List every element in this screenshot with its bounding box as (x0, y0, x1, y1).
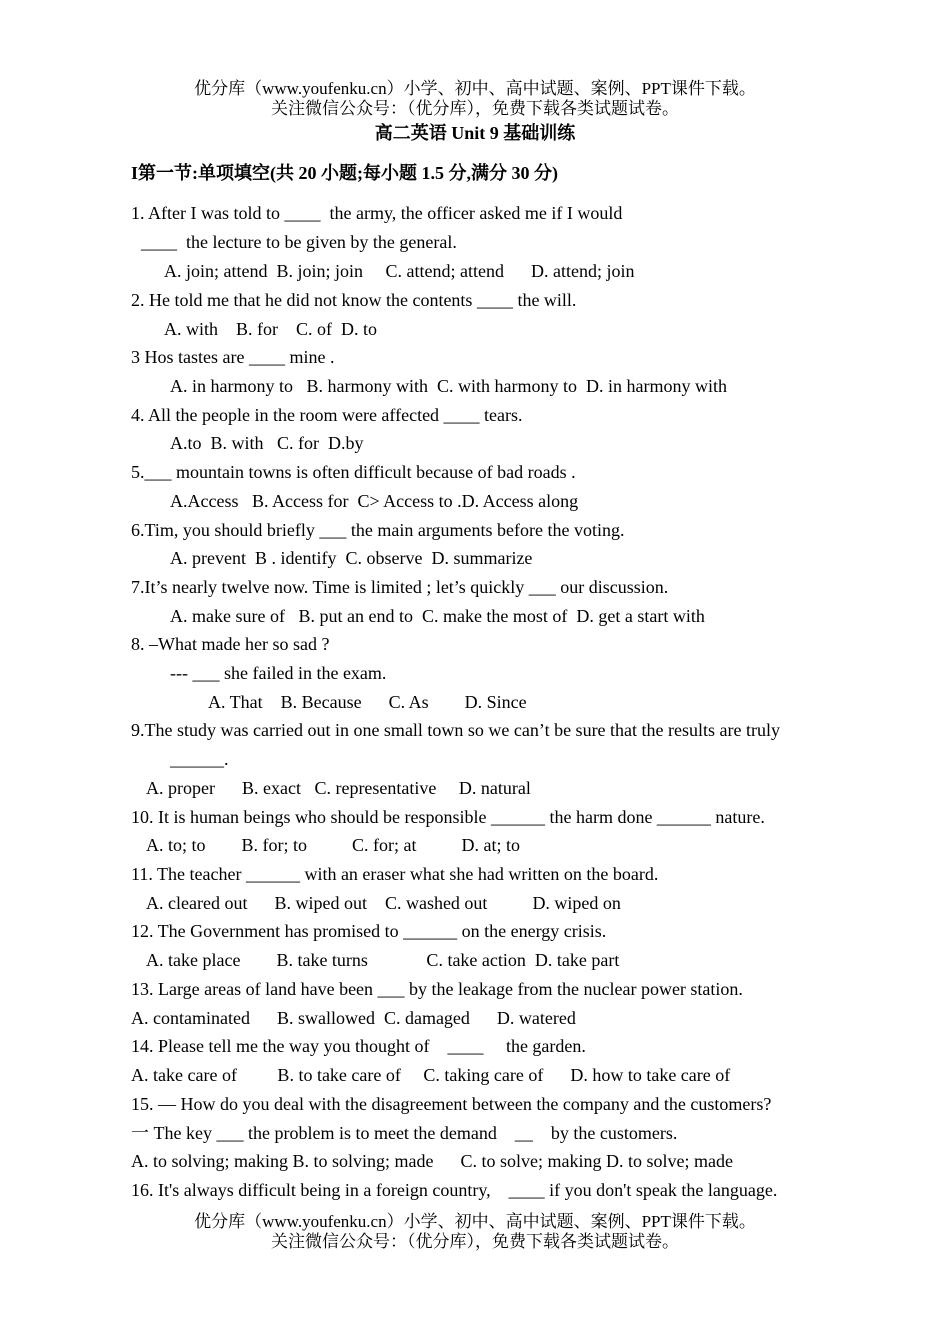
question-line: 10. It is human beings who should be responsible ______ the harm done ______ nature. (131, 807, 765, 827)
option-line: A. take care of B. to take care of C. taking care of D. how to take care of (131, 1065, 731, 1085)
option-line: A. with B. for C. of D. to (164, 319, 377, 339)
question-line: 5.___ mountain towns is often difficult because of bad roads . (131, 462, 576, 482)
question-line: 14. Please tell me the way you thought of ____ the garden. (131, 1036, 586, 1056)
question-line: ____ the lecture to be given by the general. (141, 232, 457, 252)
question-line: 13. Large areas of land have been ___ by the leakage from the nuclear power station. (131, 979, 743, 999)
question-line: 12. The Government has promised to ______ on the energy crisis. (131, 921, 607, 941)
option-line: A.to B. with C. for D.by (170, 433, 364, 453)
question-line: 2. He told me that he did not know the contents ____ the will. (131, 290, 577, 310)
option-line: A. That B. Because C. As D. Since (208, 692, 527, 712)
question-line: 1. After I was told to ____ the army, the officer asked me if I would (131, 203, 623, 223)
question-line: 11. The teacher ______ with an eraser what she had written on the board. (131, 864, 659, 884)
header-line-1: 优分库（www.youfenku.cn）小学、初中、高中试题、案例、PPT课件下载。 (194, 79, 756, 98)
option-line: A. in harmony to B. harmony with C. with harmony to D. in harmony with (170, 376, 727, 396)
option-line: A. contaminated B. swallowed C. damaged D. watered (131, 1008, 576, 1028)
header-line-2: 关注微信公众号：（优分库），免费下载各类试题试卷。 (271, 99, 679, 118)
option-line: A. to solving; making B. to solving; made C. to solve; making D. to solve; made (131, 1151, 733, 1171)
question-line: 一 The key ___ the problem is to meet the demand __ by the customers. (131, 1123, 678, 1143)
option-line: A.Access B. Access for C> Access to .D. Access along (170, 491, 579, 511)
question-line: 8. –What made her so sad ? (131, 634, 330, 654)
question-line: 4. All the people in the room were affected ____ tears. (131, 405, 523, 425)
question-line: 6.Tim, you should briefly ___ the main arguments before the voting. (131, 520, 625, 540)
option-line: A. join; attend B. join; join C. attend; attend D. attend; join (164, 261, 635, 281)
document-title: 高二英语 Unit 9 基础训练 (374, 123, 576, 143)
option-line: A. proper B. exact C. representative D. natural (146, 778, 531, 798)
option-line: A. take place B. take turns C. take action D. take part (146, 950, 620, 970)
option-line: A. prevent B . identify C. observe D. summarize (170, 548, 533, 568)
question-line: --- ___ she failed in the exam. (170, 663, 387, 683)
question-line: 7.It’s nearly twelve now. Time is limited ; let’s quickly ___ our discussion. (131, 577, 669, 597)
option-line: A. to; to B. for; to C. for; at D. at; to (146, 835, 520, 855)
question-line: ______. (170, 749, 229, 769)
option-line: A. make sure of B. put an end to C. make the most of D. get a start with (170, 606, 705, 626)
option-line: A. cleared out B. wiped out C. washed out D. wiped on (146, 893, 621, 913)
footer-line-2: 关注微信公众号：（优分库），免费下载各类试题试卷。 (271, 1232, 679, 1251)
footer-line-1: 优分库（www.youfenku.cn）小学、初中、高中试题、案例、PPT课件下载。 (194, 1212, 756, 1231)
question-line: 3 Hos tastes are ____ mine . (131, 347, 335, 367)
question-line: 9.The study was carried out in one small town so we can’t be sure that the results are truly (131, 720, 780, 740)
question-line: 16. It's always difficult being in a foreign country, ____ if you don't speak the language. (131, 1180, 778, 1200)
question-line: 15. — How do you deal with the disagreement between the company and the customers? (131, 1094, 772, 1114)
section-heading: I第一节:单项填空(共 20 小题;每小题 1.5 分,满分 30 分) (131, 163, 558, 183)
